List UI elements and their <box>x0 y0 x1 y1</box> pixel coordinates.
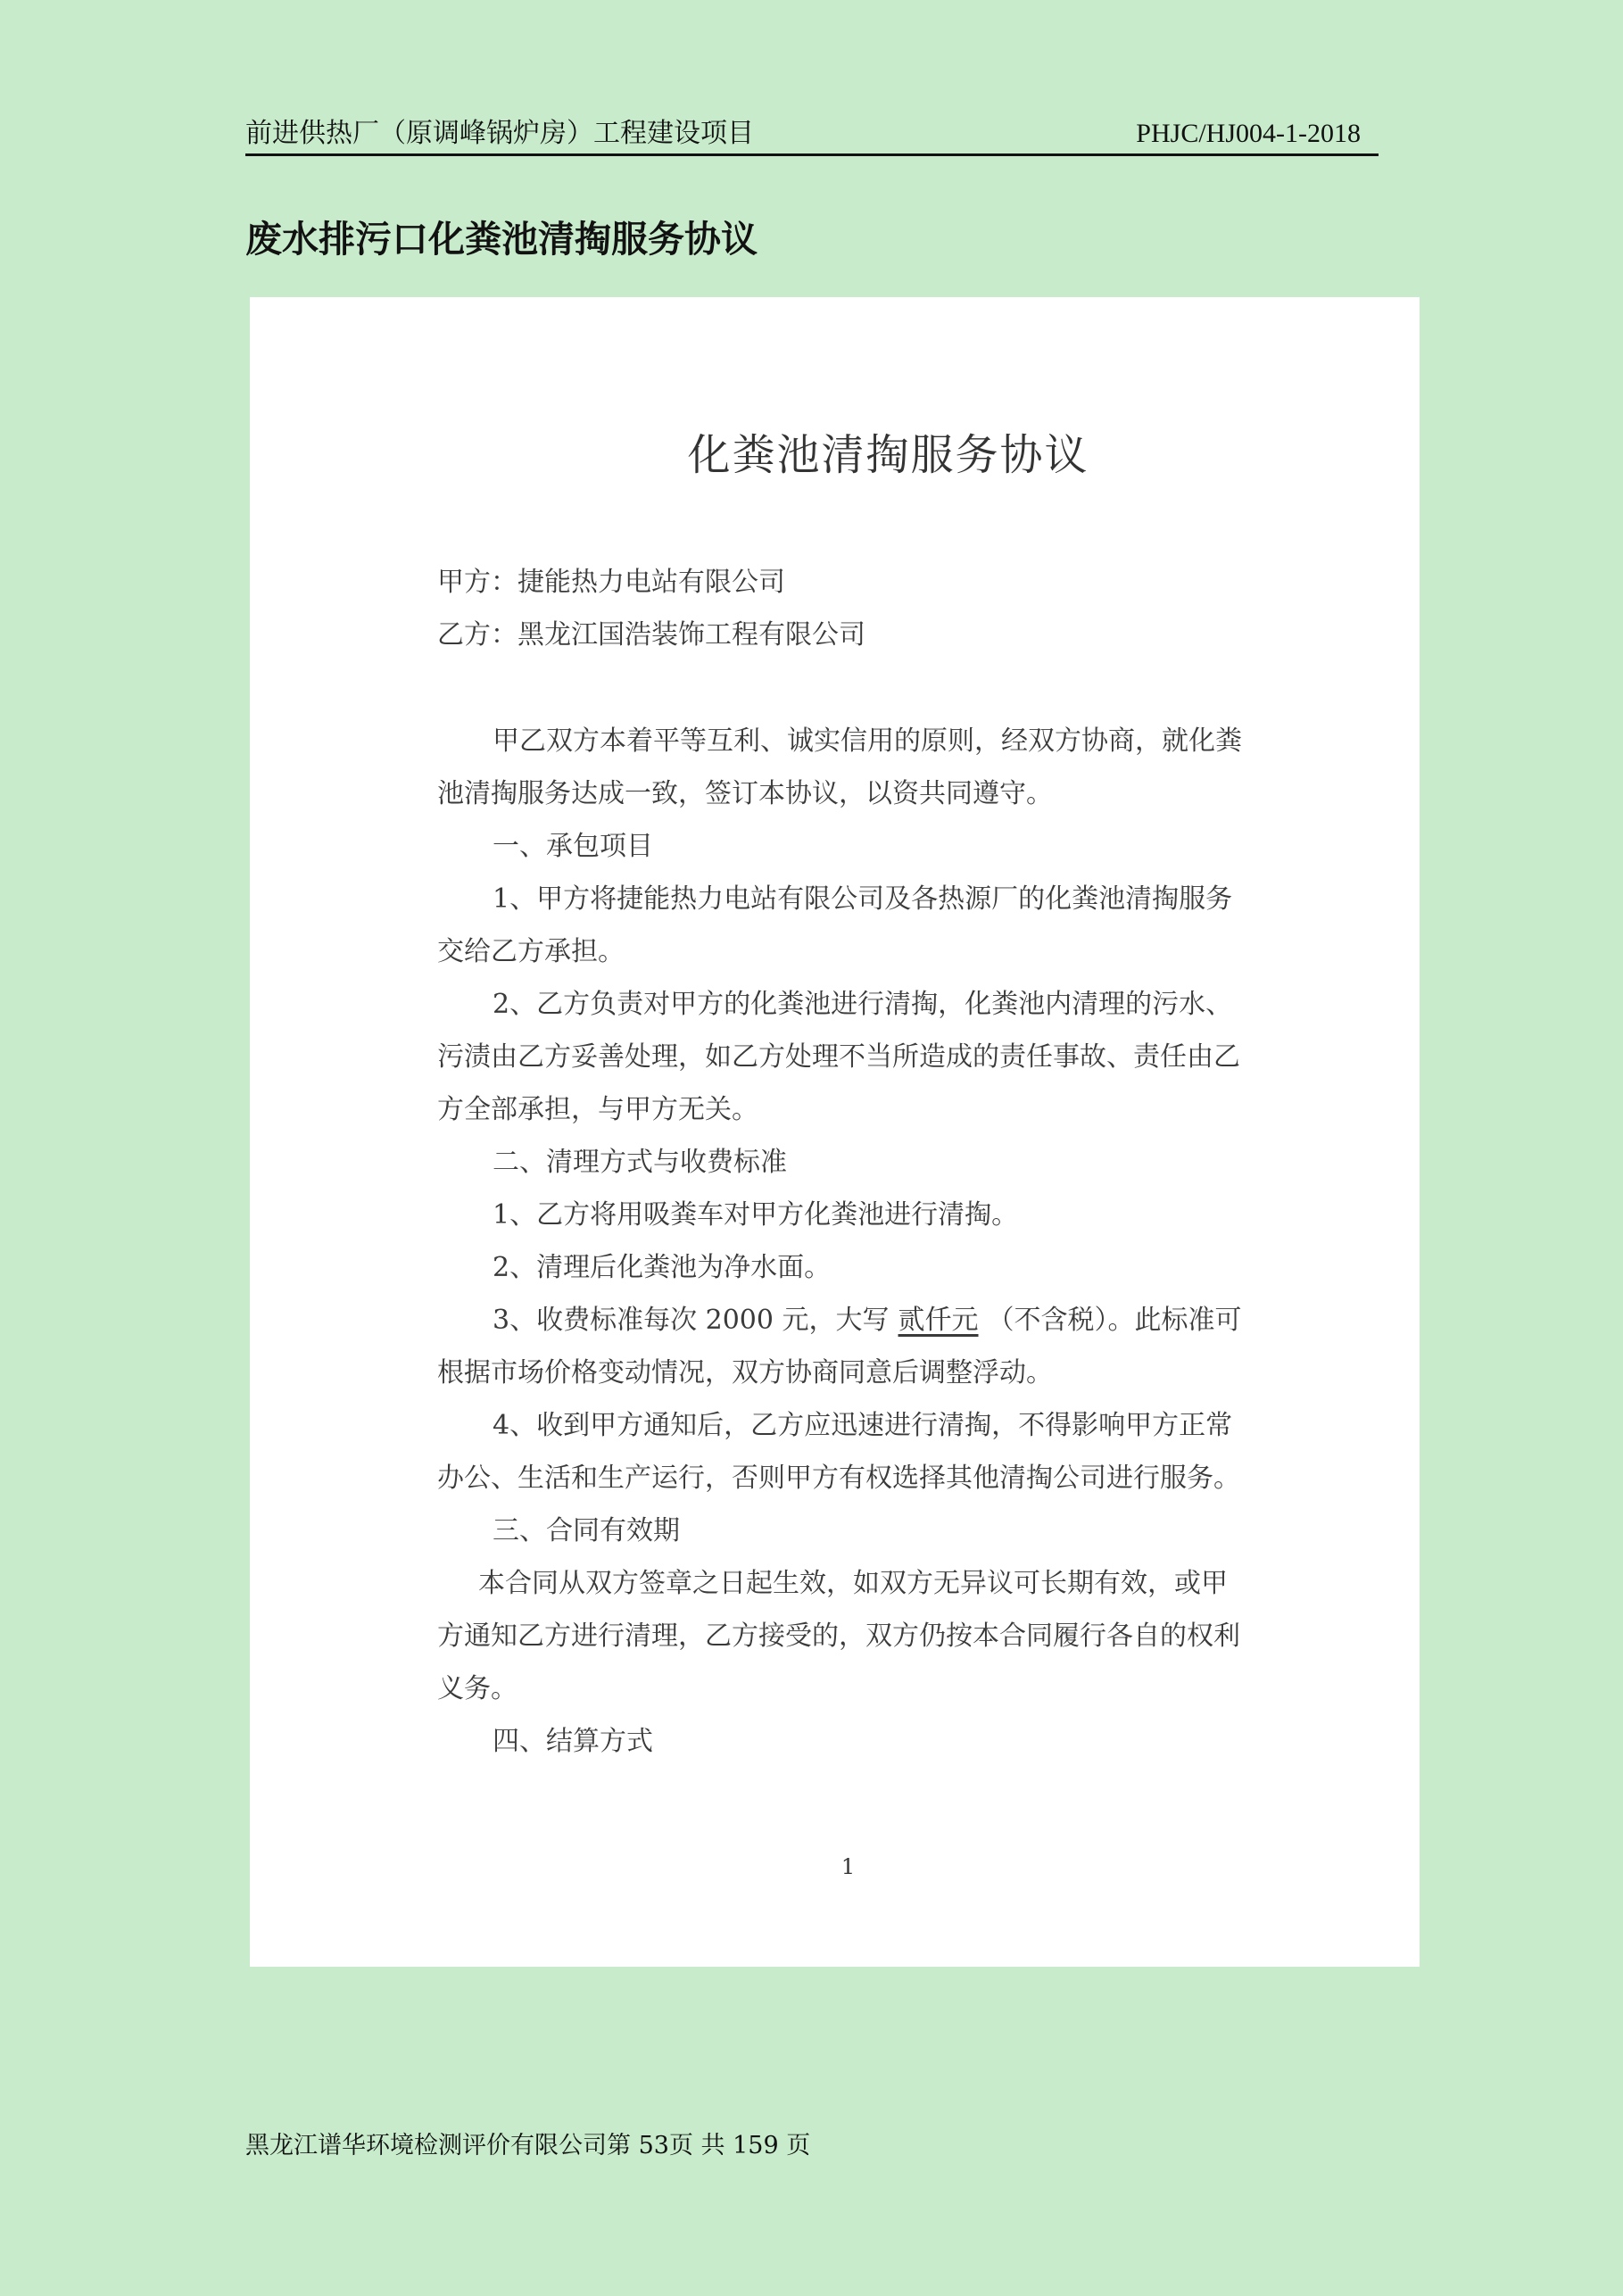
agreement-body <box>437 556 1347 1768</box>
clause-heading: 一、承包项目 <box>493 831 653 862</box>
fee-line-suffix: （不含税）。此标准可 <box>987 1305 1242 1336</box>
fee-line-prefix: 3、收费标准每次 2000 元，大写 <box>493 1305 890 1336</box>
clause-heading: 二、清理方式与收费标准 <box>493 1147 787 1178</box>
header-project-name: 前进供热厂（原调峰锅炉房）工程建设项目 <box>245 118 754 149</box>
fee-amount-words: 贰仟元 <box>898 1305 979 1336</box>
paragraph-line: 2、清理后化粪池为净水面。 <box>493 1252 832 1283</box>
paragraph-line: 4、收到甲方通知后，乙方应迅速进行清掏，不得影响甲方正常 <box>493 1410 1233 1441</box>
page-header <box>245 114 1379 156</box>
header-document-code: PHJC/HJ004-1-2018 <box>1136 119 1361 148</box>
fee-line <box>437 1294 1347 1347</box>
paragraph-line: 义务。 <box>437 1673 518 1704</box>
paragraph-line: 2、乙方负责对甲方的化粪池进行清掏，化粪池内清理的污水、 <box>493 989 1233 1020</box>
clause-heading: 四、结算方式 <box>493 1726 653 1757</box>
scan-page-number: 1 <box>840 1854 856 1879</box>
scanned-agreement-page <box>250 297 1420 1967</box>
agreement-title: 化粪池清掏服务协议 <box>687 430 1089 480</box>
page-footer: 黑龙江谱华环境检测评价有限公司第 53页 共 159 页 <box>245 2132 811 2159</box>
section-title: 废水排污口化粪池清掏服务协议 <box>245 218 758 261</box>
paragraph-line: 甲乙双方本着平等互利、诚实信用的原则，经双方协商，就化粪 <box>493 725 1242 757</box>
party-a: 甲方：捷能热力电站有限公司 <box>437 567 785 598</box>
party-b: 乙方：黑龙江国浩装饰工程有限公司 <box>437 619 865 651</box>
paragraph-line: 1、甲方将捷能热力电站有限公司及各热源厂的化粪池清掏服务 <box>493 883 1233 915</box>
paragraph-line: 根据市场价格变动情况，双方协商同意后调整浮动。 <box>437 1357 1053 1388</box>
paragraph-line: 1、乙方将用吸粪车对甲方化粪池进行清掏。 <box>493 1199 1019 1231</box>
paragraph-line: 池清掏服务达成一致，签订本协议，以资共同遵守。 <box>437 778 1053 809</box>
clause-heading: 三、合同有效期 <box>493 1515 680 1546</box>
paragraph-line: 本合同从双方签章之日起生效，如双方无异议可长期有效，或甲 <box>478 1568 1228 1599</box>
paragraph-line: 方通知乙方进行清理，乙方接受的，双方仍按本合同履行各自的权利 <box>437 1620 1240 1652</box>
paragraph-line: 办公、生活和生产运行，否则甲方有权选择其他清掏公司进行服务。 <box>437 1463 1240 1494</box>
paragraph-line: 交给乙方承担。 <box>437 936 625 967</box>
paragraph-line: 方全部承担，与甲方无关。 <box>437 1094 758 1125</box>
paragraph-line: 污渍由乙方妥善处理，如乙方处理不当所造成的责任事故、责任由乙 <box>437 1041 1240 1073</box>
